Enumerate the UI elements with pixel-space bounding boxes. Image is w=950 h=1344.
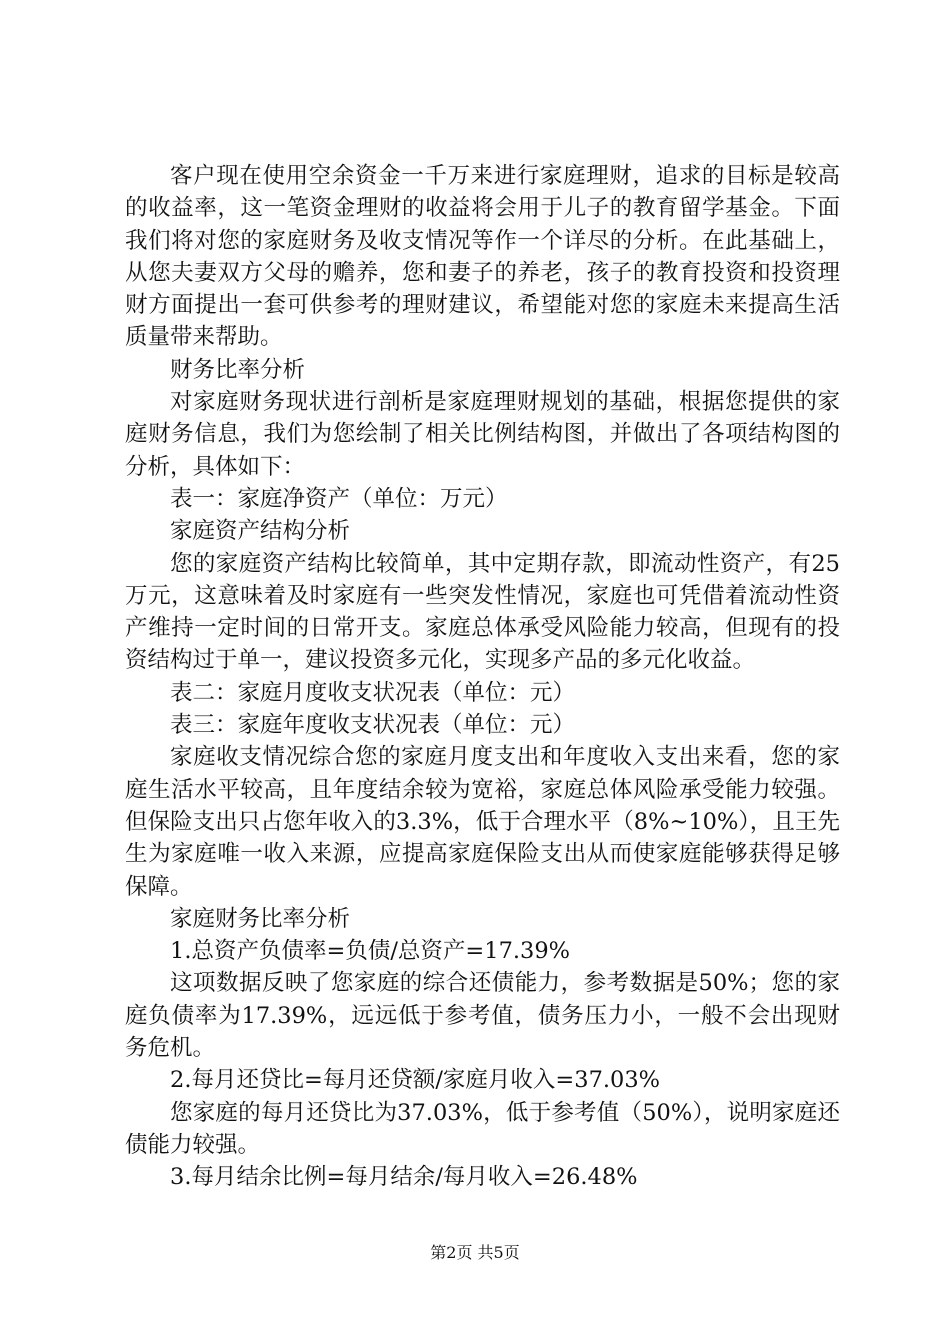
section-heading-ratio-analysis: 家庭财务比率分析: [170, 905, 351, 932]
table-caption-yearly: 表三：家庭年度收支状况表（单位：元）: [170, 712, 576, 739]
asset-structure-paragraph: 您的家庭资产结构比较简单，其中定期存款，即流动性资产，有25万元，这意味着及时家庭有一些突发性情况，家庭也可凭借着流动性资产维持一定时间的日常开支。家庭总体承受风险能力较高，但现有的投资结构过于单一，建议投资多元化，实现多产品的多元化收益。: [125, 550, 840, 674]
income-expense-paragraph: 家庭收支情况综合您的家庭月度支出和年度收入支出来看，您的家庭生活水平较高，且年度结余较为宽裕，家庭总体风险承受能力较强。但保险支出只占您年收入的3.3%，低于合理水平（8%~10%），且王先生为家庭唯一收入来源，应提高家庭保险支出从而使家庭能够获得足够保障。: [125, 744, 840, 900]
debt-ratio-paragraph: 这项数据反映了您家庭的综合还债能力，参考数据是50%；您的家庭负债率为17.39%，远远低于参考值，债务压力小，一般不会出现财务危机。: [125, 970, 840, 1062]
page-footer: 第2页 共5页: [430, 1243, 520, 1262]
section-heading-asset-structure: 家庭资产结构分析: [170, 518, 351, 545]
analysis-intro-paragraph: 对家庭财务现状进行剖析是家庭理财规划的基础，根据您提供的家庭财务信息，我们为您绘制了相关比例结构图，并做出了各项结构图的分析，具体如下：: [125, 389, 840, 480]
ratio-item-debt-ratio: 1.总资产负债率=负债/总资产=17.39%: [170, 938, 571, 965]
intro-paragraph: 客户现在使用空余资金一千万来进行家庭理财，追求的目标是较高的收益率，这一笔资金理财的收益将会用于儿子的教育留学基金。下面我们将对您的家庭财务及收支情况等作一个详尽的分析。在此基础上，从您夫妻双方父母的赡养，您和妻子的养老，孩子的教育投资和投资理财方面提出一套可供参考的理财建议，希望能对您的家庭未来提高生活质量带来帮助。: [125, 163, 840, 351]
ratio-item-surplus-ratio: 3.每月结余比例=每月结余/每月收入=26.48%: [170, 1164, 638, 1191]
table-caption-net-assets: 表一：家庭净资产（单位：万元）: [170, 485, 508, 512]
document-body: [125, 160, 840, 1194]
ratio-item-repayment-ratio: 2.每月还贷比=每月还贷额/家庭月收入=37.03%: [170, 1067, 661, 1094]
repayment-ratio-paragraph: 您家庭的每月还贷比为37.03%，低于参考值（50%），说明家庭还债能力较强。: [125, 1099, 840, 1158]
section-heading-financial-ratio: 财务比率分析: [170, 356, 306, 383]
table-caption-monthly: 表二：家庭月度收支状况表（单位：元）: [170, 679, 576, 706]
